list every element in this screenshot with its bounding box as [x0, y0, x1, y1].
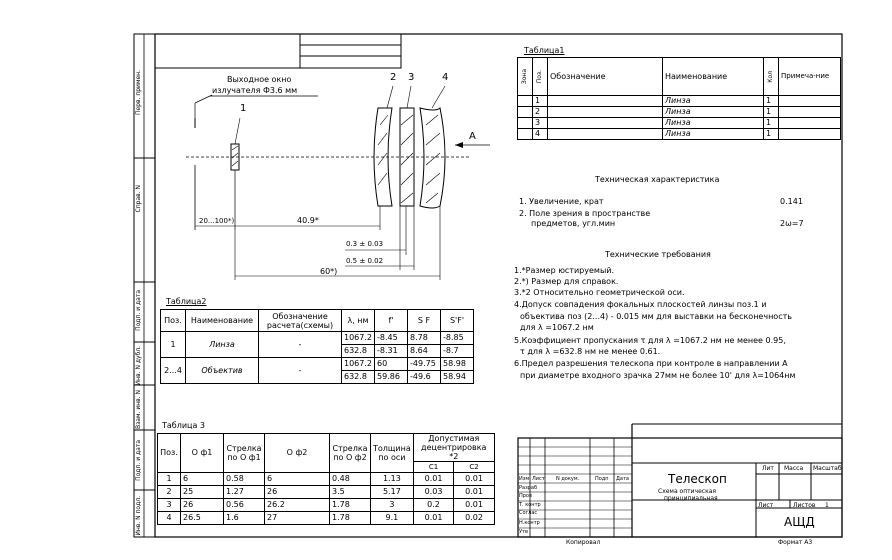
table2-header-sf: S F [408, 310, 441, 332]
stamp-n-kontr: Н.контр [519, 520, 540, 526]
tech-req-line: 2.*) Размер для справок. [514, 277, 619, 286]
dim-60: 60*) [320, 267, 338, 276]
table-row: 632.8 59.86 -49.6 58.94 [161, 371, 474, 384]
tech-char-item2-cont: предметов, угл.мин [531, 219, 616, 228]
table2-header-f: f' [375, 310, 408, 332]
table-row: 2 Линза 1 [518, 107, 841, 118]
side-label-inv-dubl: Инв. N дубл. [135, 346, 142, 386]
lens-number-4: 4 [442, 72, 449, 83]
table-row: 3 Линза 1 [518, 118, 841, 129]
table3-header-c1: C1 [413, 462, 454, 473]
table3-header-c2: C2 [454, 462, 495, 473]
stamp-data: Дата [616, 476, 629, 482]
side-label-inv-podl: Инв. N подл. [135, 496, 142, 536]
stamp-izm: Изм [519, 476, 530, 482]
tech-char-item1-value: 0.141 [780, 197, 803, 206]
stamp-massa: Масса [784, 465, 804, 472]
tech-char-title: Техническая характеристика [595, 175, 720, 184]
table3-header-d1: О ф1 [181, 434, 224, 473]
tech-req-line: объектива поз (2...4) - 0.015 мм для выставки на бесконечность [520, 312, 792, 321]
stamp-list: Лист [758, 502, 774, 509]
table2-title: Таблица2 [166, 297, 207, 306]
table1-title: Таблица1 [524, 46, 565, 55]
footer-kopiroval: Копировал [566, 539, 601, 546]
stamp-title: Телескоп [668, 472, 727, 486]
tech-req-line: 1.*Размер юстируемый. [514, 266, 615, 275]
table3 [157, 433, 495, 525]
table2-header-sf2: S'F' [441, 310, 474, 332]
stamp-podp: Подп [595, 476, 609, 482]
table3-title: Таблица 3 [162, 421, 206, 430]
table2 [160, 309, 474, 384]
table3-header-sag2: Стрелка по О ф2 [330, 434, 371, 473]
table1-header-name: Наименование [663, 58, 764, 96]
side-label-sprav: Справ. N [135, 185, 142, 213]
table1-header-designation: Обозначение [548, 58, 663, 96]
tech-req-line: 6.Предел разрешения телескопа при контроле в направлении А [514, 359, 788, 368]
table-row: 1 Линза 1 [518, 96, 841, 107]
stamp-soglas: Соглас [519, 510, 538, 516]
dim-20-100: 20...100*) [199, 217, 235, 225]
table-row: 4 26.5 1.6 27 1.78 9.1 0.01 0.02 [158, 512, 495, 525]
table1-header-pos: Поз. [536, 69, 543, 84]
side-label-perv-prim: Перв. примен. [135, 70, 142, 116]
stamp-prov: Пров [519, 493, 532, 499]
table-row: 4 Линза 1 [518, 129, 841, 140]
side-label-vzam-inv: Взам. инв. N [135, 390, 142, 429]
table1-header-note: Примеча-ние [779, 58, 841, 96]
table-row: 1 Линза - 1067.2 -8.45 8.78 -8.85 [161, 332, 474, 345]
view-a-label: А [469, 131, 476, 142]
tech-req-line: 5.Коэффициент пропускания τ для λ =1067.2 нм не менее 0.95, [514, 336, 786, 345]
table-row: 632.8 -8.31 8.64 -8.7 [161, 345, 474, 358]
table3-header-decentration: Допустимая децентрировка *2 [413, 434, 494, 462]
table1-header-qty: Кол [767, 70, 774, 83]
table2-header-lambda: λ, нм [342, 310, 375, 332]
footer-format: Формат А3 [778, 539, 813, 546]
dim-0-3: 0.3 ± 0.03 [346, 240, 384, 248]
exit-window-label: Выходное окно [227, 75, 292, 84]
stamp-lit: Лит [762, 465, 774, 472]
table-row: 3 26 0.56 26.2 1.78 3 0.2 0.01 [158, 499, 495, 512]
lens-number-2: 2 [390, 72, 397, 83]
lens-number-3: 3 [408, 72, 415, 83]
tech-req-title: Технические требования [605, 250, 711, 259]
table2-header-pos: Поз. [161, 310, 186, 332]
tech-char-item1: 1. Увеличение, крат [519, 197, 604, 206]
dim-40-9: 40.9* [297, 216, 319, 225]
stamp-utv: Утв [519, 529, 528, 535]
table1-header-zone: Зона [521, 68, 528, 85]
table2-header-name: Наименование [186, 310, 259, 332]
tech-req-line: 4.Допуск совпадения фокальных плоскостей линзы поз.1 и [514, 300, 767, 309]
table-row: 2 25 1.27 26 3.5 5.17 0.03 0.01 [158, 486, 495, 499]
tech-req-line: для λ =1067.2 нм [520, 323, 594, 332]
tech-req-line: 3.*2 Относительно геометрической оси. [514, 288, 685, 297]
lens-4 [420, 108, 445, 208]
exit-window-label-2: излучателя Ф3.6 мм [212, 86, 298, 95]
table1 [517, 57, 841, 140]
tech-char-item2-value: 2ω=7 [780, 219, 804, 228]
table-row: 1 6 0.58 6 0.48 1.13 0.01 0.01 [158, 473, 495, 486]
stamp-listov-value: 1 [825, 502, 829, 509]
side-label-podp-data-1: Подп. и дата [135, 290, 142, 331]
lens-number-1: 1 [240, 103, 247, 114]
stamp-razrab: Разраб [519, 485, 538, 491]
table3-header-pos: Поз. [158, 434, 181, 473]
stamp-subtitle-2: принципиальная [664, 495, 718, 502]
table3-header-sag1: Стрелка по О ф1 [224, 434, 265, 473]
tech-req-line: при диаметре входного зрачка 27мм не более 10' для λ=1064нм [520, 371, 796, 380]
table-row: 2...4 Объектив - 1067.2 60 -49.75 58.98 [161, 358, 474, 371]
table2-header-designation: Обозначение расчета(схемы) [259, 310, 342, 332]
stamp-code: АЩД [784, 515, 815, 529]
stamp-list-col: Лист [532, 476, 545, 482]
stamp-n-dokum: N докум. [556, 476, 580, 482]
dim-0-5: 0.5 ± 0.02 [346, 257, 384, 265]
tech-req-line: τ для λ =632.8 нм не менее 0.61. [520, 347, 661, 356]
table3-header-d2: О ф2 [265, 434, 330, 473]
table3-header-thickness: Толщина по оси [371, 434, 414, 473]
tech-char-item2: 2. Поле зрения в пространстве [519, 209, 651, 218]
side-label-podp-data-2: Подп. и дата [135, 440, 142, 481]
stamp-masshtab: Масштаб [813, 465, 842, 472]
stamp-t-kontr: Т. контр [519, 502, 541, 508]
stamp-subtitle-1: Схема оптическая [658, 488, 716, 495]
stamp-listov: Листов [793, 502, 816, 509]
